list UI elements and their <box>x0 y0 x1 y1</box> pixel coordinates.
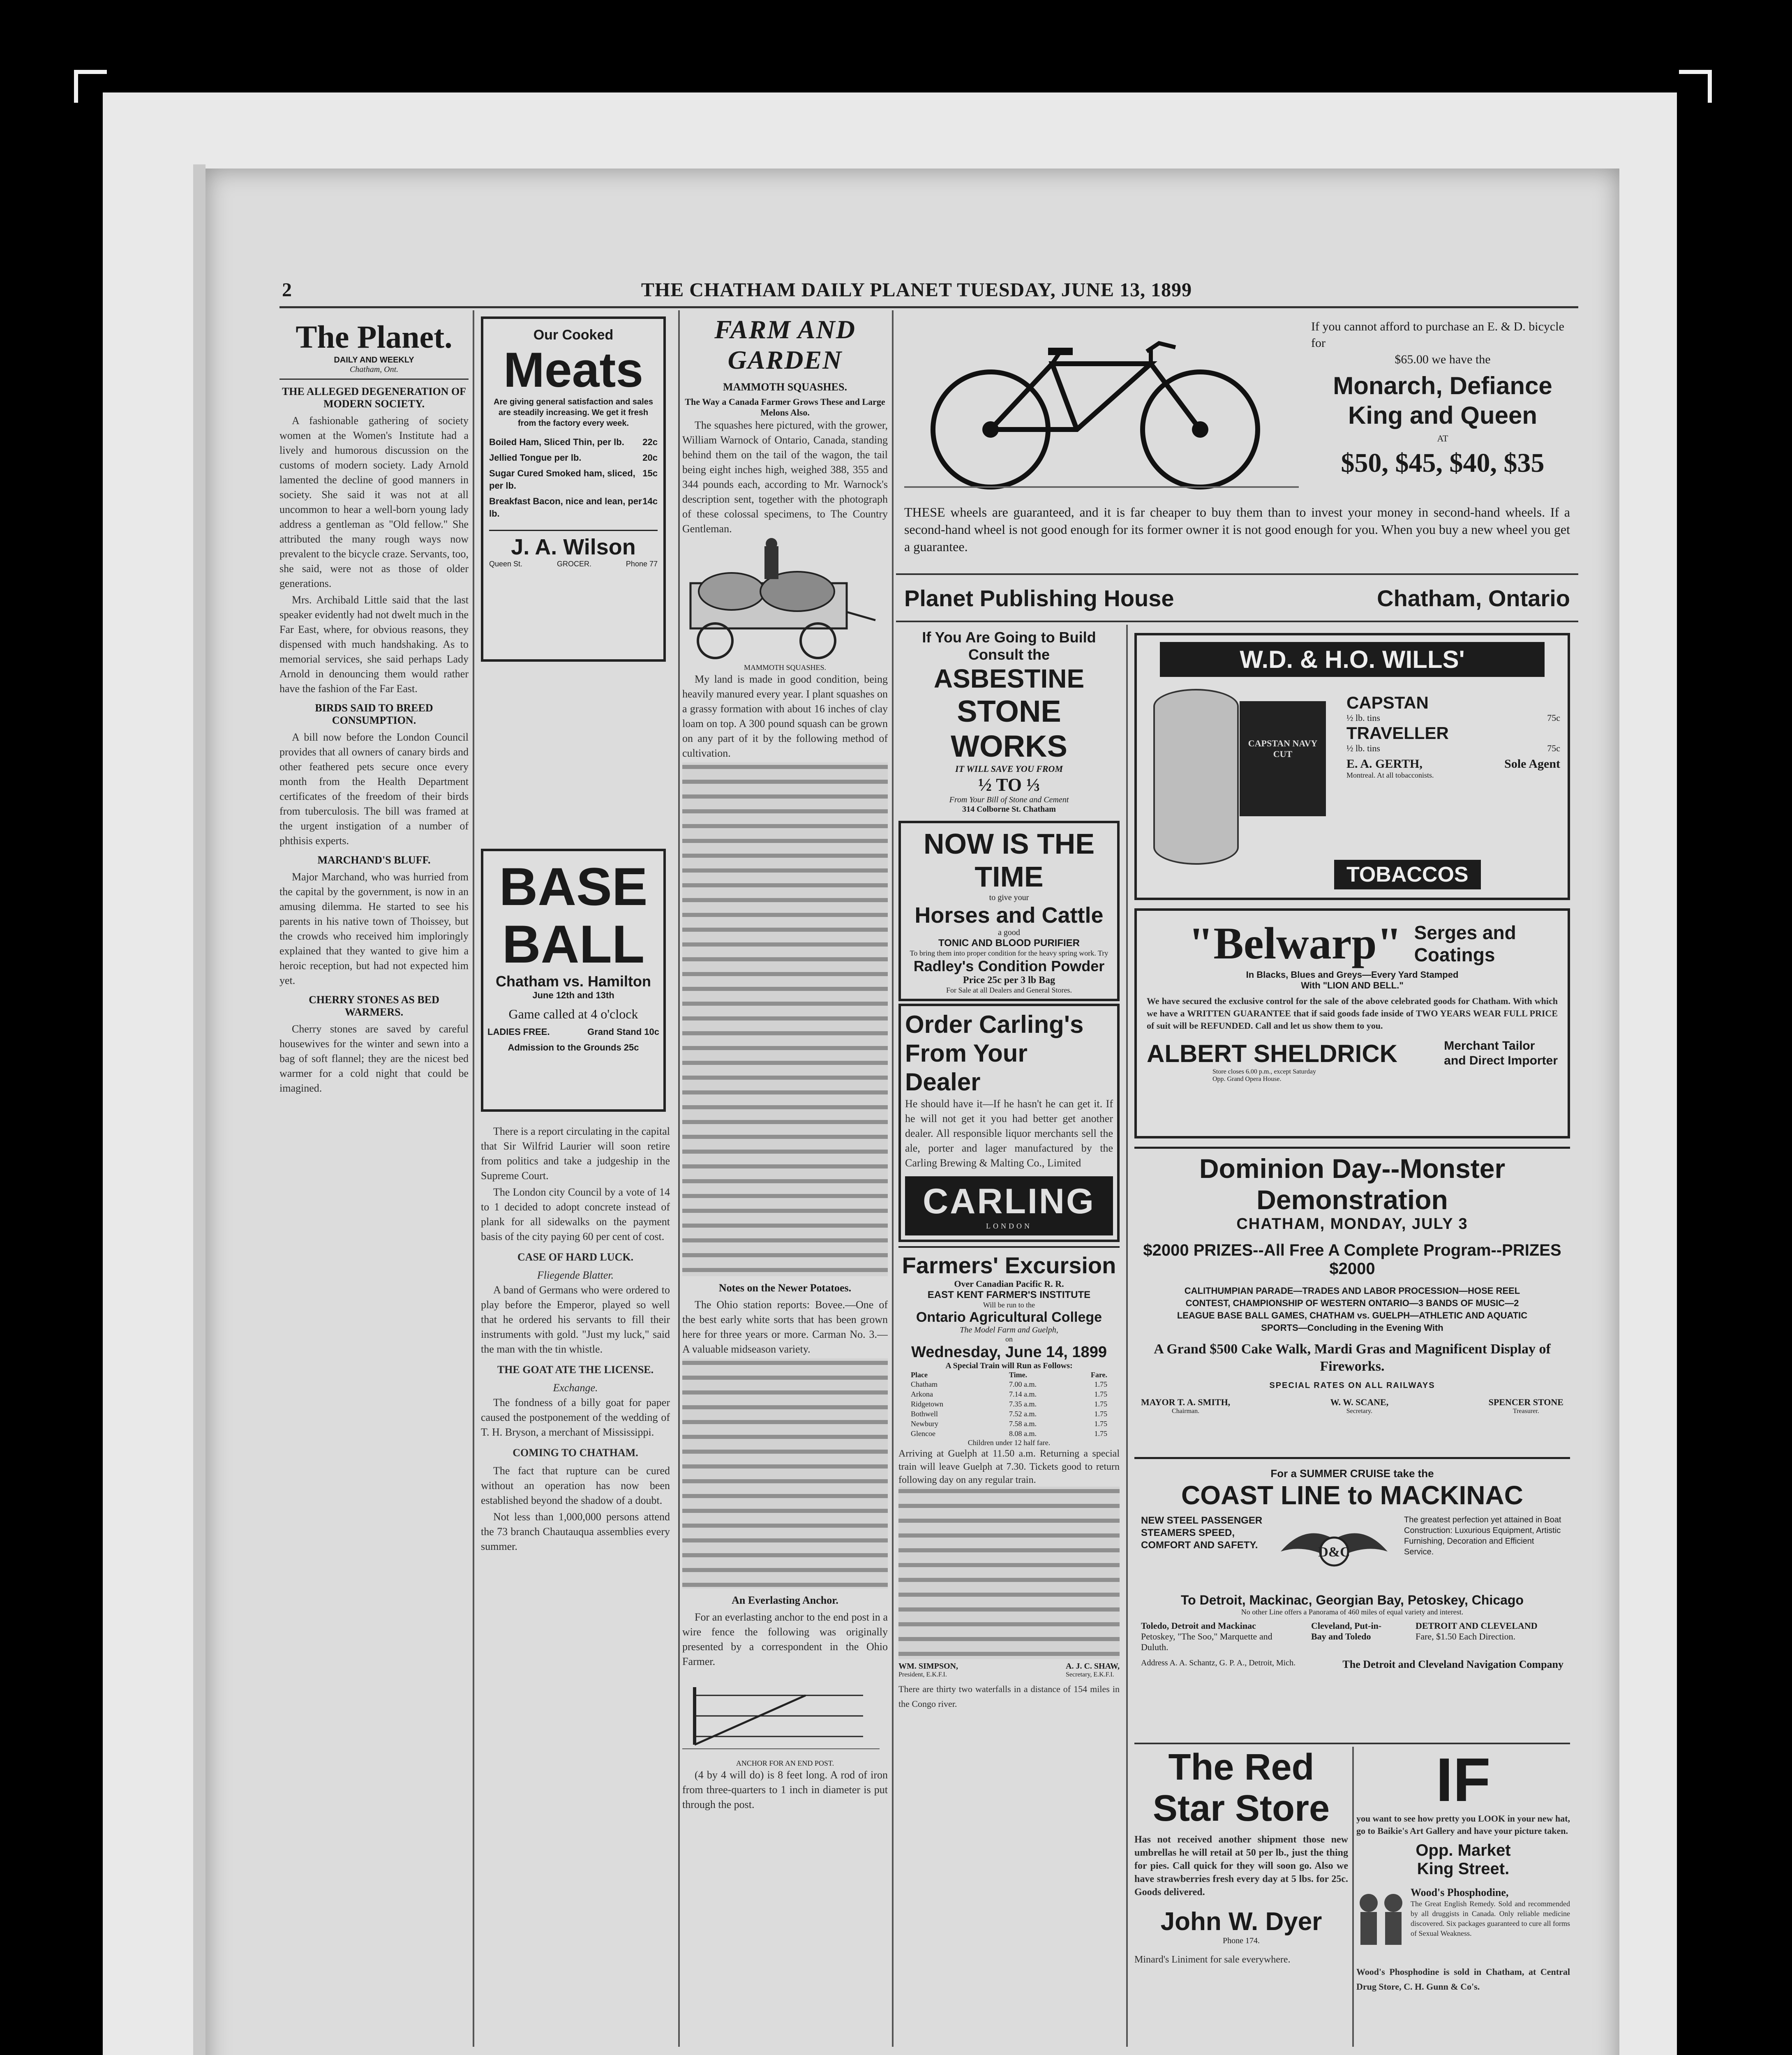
bicycle-prices: $50, $45, $40, $35 <box>1341 448 1545 478</box>
belwarp-side-1: Serges and <box>1414 921 1516 943</box>
row-time: 7.52 a.m. <box>1009 1410 1037 1418</box>
carling-ad <box>898 1004 1120 1242</box>
publisher-name: Planet Publishing House <box>904 585 1174 611</box>
headline-potatoes: Notes on the Newer Potatoes. <box>718 1282 852 1294</box>
column-3 <box>682 310 888 2047</box>
tonic-note: To bring them into proper condition for the heavy spring work. Try <box>910 949 1108 957</box>
headline-goat: THE GOAT ATE THE LICENSE. <box>497 1364 654 1376</box>
paragraph: Mrs. Archibald Little said that the last speaker evidently had not dwelt much in the Far East, where, for obvious reasons, they dispensed with much handshaking. As to memorial services, she said perhaps Lady Arnold in denouncing them would rather have the fashion of the Far East. <box>279 594 469 695</box>
sig-2-name: A. J. C. SHAW, <box>1066 1662 1120 1671</box>
redstar-h1: The Red <box>1168 1747 1314 1788</box>
column-2 <box>477 310 674 2047</box>
meats-tagline: Are giving general satisfaction and sales are steadily increasing. We get it fresh from the factory every week. <box>494 397 653 428</box>
excursion-table-head <box>898 1371 1120 1379</box>
meats-footer <box>489 560 658 568</box>
baseball-ladies: LADIES FREE. <box>487 1027 550 1037</box>
article-potatoes <box>682 1298 888 1357</box>
minards-note: Minard's Liniment for sale everywhere. <box>1134 1954 1291 1965</box>
red-star-ad <box>1134 1747 1348 2047</box>
wills-p2-line <box>1346 743 1560 754</box>
baseball-stand: Grand Stand 10c <box>587 1027 659 1037</box>
corner-bracket-top-left <box>74 70 107 103</box>
sig-1-title: President, E.K.F.I. <box>898 1671 947 1678</box>
mackinac-routes <box>1141 1621 1563 1653</box>
nameplate-sub: DAILY AND WEEKLY <box>334 356 414 365</box>
paragraph: A band of Germans who were ordered to play before the Emperor, played so well that he ordered his servants to fill their instruments with gold. "Just my luck," said the man with the tin whistle. <box>481 1284 670 1355</box>
route-1 <box>1141 1621 1289 1653</box>
dominion-day-ad <box>1134 1147 1570 1459</box>
mackinac-middle <box>1141 1515 1563 1589</box>
wills-foot: TOBACCOS <box>1346 863 1469 887</box>
if-head: IF <box>1436 1747 1491 1814</box>
carling-h2: From Your <box>905 1039 1028 1067</box>
meats-ad <box>481 316 666 662</box>
excursion-will: Will be run to the <box>983 1301 1035 1309</box>
meat-item <box>489 495 658 520</box>
baseball-dates: June 12th and 13th <box>532 990 614 1000</box>
excursion-row <box>911 1409 1107 1419</box>
excursion-body: Arriving at Guelph at 11.50 a.m. Returning a special train will leave Guelph at 7.30. Tickets good to return following day on any regular train. <box>898 1448 1120 1485</box>
row-fare: 1.75 <box>1094 1410 1107 1418</box>
belwarp-body: We have secured the exclusive control for the sale of the above celebrated goods for Chatham. With which we have a WRITTEN GUARANTEE that if said goods fade inside of TWO YEARS WEAR FULL PRICE of suit will be REFUNDED. Call and let us show them to you. <box>1147 996 1558 1031</box>
byline: Fliegende Blatter. <box>537 1269 614 1281</box>
carling-body: He should have it—If he hasn't he can get it. If he will not get it you had better get another dealer. All responsible liquor merchants sell the ale, porter and lager manufactured by the Carling Brewing & Malting Co., Limited <box>905 1098 1113 1169</box>
squash-caption: MAMMOTH SQUASHES. <box>744 663 827 672</box>
section-rule <box>1134 1743 1570 1744</box>
wills-city: Montreal. At all tobacconists. <box>1346 771 1434 779</box>
meat-item-name: Sugar Cured Smoked ham, sliced, per lb. <box>489 468 635 491</box>
route-1-head: Toledo, Detroit and Mackinac <box>1141 1621 1256 1631</box>
headline-hard-luck: CASE OF HARD LUCK. <box>517 1251 634 1263</box>
belwarp-titles <box>1444 1039 1558 1068</box>
col-fare: Fare. <box>1090 1371 1107 1379</box>
asbestine-from: From Your Bill of Stone and Cement <box>949 795 1069 804</box>
row-place: Newbury <box>911 1420 938 1428</box>
paragraph: The fact that rupture can be cured without an operation has now been established beyond the shadow of a doubt. <box>481 1465 670 1506</box>
wills-brand-bar <box>1160 642 1545 677</box>
bicycle-offer-line1: If you cannot afford to purchase an E. & D. bicycle for <box>1311 320 1564 350</box>
tonic-good: a good <box>998 928 1020 937</box>
meat-item <box>489 436 658 448</box>
route-3-head: DETROIT AND CLEVELAND <box>1416 1621 1538 1631</box>
mackinac-to: To Detroit, Mackinac, Georgian Bay, Petoskey, Chicago <box>1181 1593 1524 1607</box>
excursion-head: Farmers' Excursion <box>902 1252 1116 1278</box>
baseball-line1: BASE <box>499 857 648 917</box>
officer-1-name: MAYOR T. A. SMITH, <box>1141 1397 1231 1407</box>
dominion-rates: SPECIAL RATES ON ALL RAILWAYS <box>1269 1381 1435 1390</box>
paragraph: There is a report circulating in the capital that Sir Wilfrid Laurier will soon retire from politics and take a judgeship in the Supreme Court. <box>481 1125 670 1182</box>
bicycle-offer-line2: $65.00 we have the <box>1395 353 1491 366</box>
mackinac-company: The Detroit and Cleveland Navigation Company <box>1342 1658 1563 1670</box>
carling-logo <box>905 1176 1113 1235</box>
asbestine-line1: If You Are Going to Build <box>922 629 1096 646</box>
paragraph: The London city Council by a vote of 14 to 1 decided to adopt concrete instead of plank for all sidewalks on the payment basis of the city paying 60 per cent of cost. <box>481 1186 670 1242</box>
excursion-over: Over Canadian Pacific R. R. <box>954 1279 1064 1289</box>
column-rule <box>473 310 474 2047</box>
bicycle-models-2: King and Queen <box>1348 402 1538 429</box>
dense-article-text <box>682 1358 888 1589</box>
page-number: 2 <box>282 279 292 301</box>
publisher-line <box>904 580 1570 616</box>
mackinac-footer <box>1141 1658 1563 1671</box>
article-marchand <box>279 870 469 988</box>
bicycle-ad <box>896 310 1578 573</box>
route-2: Cleveland, Put-in-Bay and Toledo <box>1311 1621 1382 1642</box>
excursion-special: A Special Train will Run as Follows: <box>945 1361 1073 1370</box>
route-3-body: Fare, $1.50 Each Direction. <box>1416 1631 1516 1642</box>
paragraph: Cherry stones are saved by careful housewives for the winter and sewn into a bag of soft flannel; they are the nicest bed warmer for a cold night that could be imagined. <box>279 1023 469 1094</box>
belwarp-opp: Opp. Grand Opera House. <box>1212 1076 1282 1083</box>
col-place: Place <box>911 1371 928 1379</box>
belwarp-colors: In Blacks, Blues and Greys—Every Yard Stamped <box>1246 970 1459 980</box>
article-birds <box>279 730 469 848</box>
meat-item-price: 22c <box>642 437 658 447</box>
meats-big: Meats <box>503 342 644 397</box>
tonic-ad <box>898 821 1120 1001</box>
wills-p1: CAPSTAN <box>1346 693 1429 712</box>
tonic-kind: TONIC AND BLOOD PURIFIER <box>938 937 1080 949</box>
tonic-brand: Radley's Condition Powder <box>913 958 1105 974</box>
asbestine-address: 314 Colborne St. Chatham <box>962 805 1056 814</box>
excursion-row <box>911 1379 1107 1389</box>
tonic-price: Price 25c per 3 lb Bag <box>963 975 1055 986</box>
wills-p2: TRAVELLER <box>1346 723 1449 743</box>
route-3 <box>1416 1621 1563 1653</box>
mackinac-right: The greatest perfection yet attained in Boat Construction: Luxurious Equipment, Artistic Furnishing, Decoration and Efficient Service. <box>1404 1515 1561 1556</box>
mackinac-head: COAST LINE to MACKINAC <box>1181 1480 1523 1510</box>
farm-garden-banner: FARM AND GARDEN <box>714 315 856 374</box>
phosphodine-ad <box>1356 1886 1570 1960</box>
meats-address: Queen St. <box>489 560 523 568</box>
belwarp-stamp: With "LION AND BELL." <box>1301 980 1404 991</box>
if-ad <box>1356 1747 1570 2047</box>
asbestine-line2: Consult the <box>968 646 1050 663</box>
officer-2-name: W. W. SCANE, <box>1330 1397 1389 1407</box>
masthead <box>206 275 1619 304</box>
dominion-program: CALITHUMPIAN PARADE—TRADES AND LABOR PROCESSION—HOSE REEL CONTEST, CHAMPIONSHIP OF WESTERN ONTARIO—3 BANDS OF MUSIC—2 LEAGUE BASE BALL GAMES, CHATHAM vs. GUELPH—ATHLETIC AND AQUATIC SPORTS—Concluding in the Evening With <box>1177 1286 1528 1333</box>
excursion-inst: EAST KENT FARMER'S INSTITUTE <box>927 1289 1091 1300</box>
headline-birds: BIRDS SAID TO BREED CONSUMPTION. <box>315 702 433 726</box>
redstar-name: John W. Dyer <box>1160 1907 1322 1936</box>
subhead-mammoth: The Way a Canada Farmer Grows These and Large Melons Also. <box>685 397 885 418</box>
sig-2 <box>1066 1662 1120 1679</box>
excursion-row <box>911 1419 1107 1429</box>
column-rule <box>1352 1747 1354 2047</box>
phosphodine-body: The Great English Remedy. Sold and recommended by all druggists in Canada. Only reliable medicine discovered. Six packages guaranteed to cure all forms of Sexual Weakness. <box>1411 1900 1570 1937</box>
meats-list <box>489 436 658 520</box>
meat-item <box>489 452 658 464</box>
officer-1 <box>1141 1397 1230 1415</box>
paragraph: My land is made in good condition, being heavily manured every year. I plant squashes on a grassy formation with about 16 inches of clay loam on top. A 300 pound squash can be grown on any part of it by the following method of cultivation. <box>682 673 888 759</box>
meat-item-name: Breakfast Bacon, nice and lean, per lb. <box>489 496 642 519</box>
paragraph: A fashionable gathering of society women at the Women's Institute had a lively and humorous discussion on the customs of modern society. Lady Arnold lamented the decline of good manners in society. She said it was not at all uncommon to hear a well-born young lady address a gentleman as "Old fellow." She attributed the many rough ways now prevalent to the bicycle craze. Servants, too, she said, were not as those of older generations. <box>279 415 469 589</box>
excursion-row <box>911 1399 1107 1409</box>
excursion-ad <box>898 1246 1120 1711</box>
asbestine-ad <box>896 625 1122 818</box>
wills-p1-desc: ½ lb. tins <box>1346 713 1380 723</box>
belwarp-name: "Belwarp" <box>1188 918 1402 968</box>
row-place: Chatham <box>911 1380 938 1388</box>
carling-h1: Order Carling's <box>905 1011 1084 1038</box>
dense-article-text <box>682 762 888 1276</box>
dominion-head: Dominion Day--Monster Demonstration <box>1199 1153 1506 1215</box>
redstar-body: Has not received another shipment those new umbrellas he will retail at 50 per lb., just the thing for pies. Call quick for they will soon go. Also we have strawberries fresh every day at 5 lbs. for 25c. Goods delivered. <box>1134 1834 1348 1898</box>
officer-3 <box>1489 1397 1563 1415</box>
belwarp-hours: Store closes 6.00 p.m., except Saturday <box>1212 1068 1316 1075</box>
paragraph: The squashes here pictured, with the grower, William Warnock of Ontario, Canada, standing behind them on the tail of the wagon, the tail being eight inches high, weighed 388, 355 and 344 pounds each, according to Mr. Warnock's description sent, together with the photograph of these colossal specimens, to The Country Gentleman. <box>682 419 888 535</box>
belwarp-head <box>1147 917 1558 970</box>
baseball-teams: Chatham vs. Hamilton <box>495 973 651 990</box>
corner-bracket-top-right <box>1679 70 1712 103</box>
headline-anchor: An Everlasting Anchor. <box>732 1594 838 1606</box>
row-fare: 1.75 <box>1094 1429 1107 1438</box>
sig-1-name: WM. SIMPSON, <box>898 1662 958 1671</box>
meat-item-price: 14c <box>642 496 658 506</box>
wills-agent: E. A. GERTH, <box>1346 757 1423 771</box>
belwarp-title-2: and Direct Importer <box>1444 1054 1558 1067</box>
column-4 <box>896 625 1122 2047</box>
article-cherry-stones <box>279 1022 469 1096</box>
byline: Exchange. <box>553 1382 598 1394</box>
phosphodine-head: Wood's Phosphodine, <box>1411 1886 1509 1898</box>
headline-degeneration: THE ALLEGED DEGENERATION OF MODERN SOCIETY. <box>282 386 466 410</box>
section-rule <box>896 573 1578 575</box>
mackinac-no-other: No other Line offers a Panorama of 460 miles of equal variety and interest. <box>1241 1608 1464 1616</box>
column-2-news <box>481 1124 670 1556</box>
wills-foot-bar <box>1334 860 1481 889</box>
row-time: 7.14 a.m. <box>1009 1390 1037 1398</box>
route-1-body: Petoskey, "The Soo," Marquette and Duluth. <box>1141 1631 1272 1652</box>
wills-p1-line <box>1346 713 1560 723</box>
wills-ad <box>1134 633 1570 900</box>
belwarp-merchant-line <box>1147 1039 1558 1068</box>
if-body: you want to see how pretty you LOOK in your new hat, go to Baikie's Art Gallery and have your picture taken. <box>1356 1813 1570 1836</box>
paragraph: A bill now before the London Council provides that all owners of canary birds and other feathered pets secure once every month from the Health Department certificates of the freedom of their birds from tuberculosis. The bill was framed at the urgent instigation of a number of phthisis experts. <box>279 731 469 847</box>
phosphodine-foot: Wood's Phosphodine is sold in Chatham, at Central Drug Store, C. H. Gunn & Co's. <box>1356 1967 1570 1992</box>
capstan-tin-label: CAPSTAN NAVY CUT <box>1248 738 1318 759</box>
paragraph: Not less than 1,000,000 persons attend the 73 branch Chautauqua assemblies every summer. <box>481 1511 670 1552</box>
asbestine-name: ASBESTINE <box>933 664 1085 693</box>
redstar-phone: Phone 174. <box>1223 1936 1260 1945</box>
col-time: Time. <box>1009 1371 1028 1379</box>
bicycle-models: Monarch, Defiance <box>1333 372 1552 399</box>
wills-p1-price: 75c <box>1547 713 1560 723</box>
newspaper-title: THE CHATHAM DAILY PLANET TUESDAY, JUNE 13, 1899 <box>641 279 1192 301</box>
mackinac-ad <box>1134 1463 1570 1743</box>
article-anchor <box>682 1610 888 1669</box>
row-place: Glencoe <box>911 1429 935 1438</box>
row-time: 7.58 a.m. <box>1009 1420 1037 1428</box>
belwarp-side-2: Coatings <box>1414 944 1495 965</box>
article-anchor-cont <box>682 1768 888 1812</box>
belwarp-merchant: ALBERT SHELDRICK <box>1147 1039 1397 1067</box>
portrait-icons <box>1356 1886 1406 1960</box>
article-mammoth-cont <box>682 672 888 761</box>
row-place: Arkona <box>911 1390 933 1398</box>
anchor-diagram <box>682 1671 880 1757</box>
dominion-where: CHATHAM, MONDAY, JULY 3 <box>1236 1215 1468 1233</box>
tonic-sale: For Sale at all Dealers and General Stores. <box>946 986 1072 994</box>
asbestine-save: IT WILL SAVE YOU FROM <box>955 764 1063 774</box>
paragraph: For an everlasting anchor to the end post in a wire fence the following was originally presented by a correspondent in the Ohio Farmer. <box>682 1611 888 1667</box>
sig-2-title: Secretary, E.K.F.I. <box>1066 1671 1114 1678</box>
meat-item <box>489 467 658 492</box>
tonic-give: to give your <box>989 893 1029 902</box>
row-place: Ridgetown <box>911 1400 943 1408</box>
column-rule <box>678 310 680 2047</box>
officer-3-name: SPENCER STONE <box>1488 1397 1563 1407</box>
if-street: King Street. <box>1417 1860 1510 1878</box>
nameplate: The Planet. <box>296 319 453 355</box>
tonic-animals: Horses and Cattle <box>914 903 1104 928</box>
masthead-rule <box>279 306 1578 308</box>
wills-agent-line <box>1346 757 1560 771</box>
dominion-officers <box>1141 1397 1563 1415</box>
asbestine-stoneworks: STONE WORKS <box>951 694 1067 763</box>
phosphodine-text <box>1411 1886 1570 1960</box>
belwarp-side <box>1414 921 1516 966</box>
headline-cherry-stones: CHERRY STONES AS BED WARMERS. <box>309 994 439 1018</box>
belwarp-title-1: Merchant Tailor <box>1444 1039 1535 1053</box>
meats-seller: J. A. Wilson <box>489 530 658 560</box>
svg-text:D&C: D&C <box>1318 1545 1350 1560</box>
excursion-table <box>898 1379 1120 1438</box>
excursion-date: Wednesday, June 14, 1899 <box>911 1344 1107 1361</box>
wills-agent-title: Sole Agent <box>1504 757 1560 771</box>
column-1 <box>279 310 469 2047</box>
meat-item-name: Jellied Tongue per lb. <box>489 453 582 463</box>
congo-note: There are thirty two waterfalls in a distance of 154 miles in the Congo river. <box>898 1684 1120 1709</box>
nameplate-city: Chatham, Ont. <box>279 365 469 380</box>
excursion-signatures <box>898 1662 1120 1679</box>
wills-prices <box>1346 693 1560 780</box>
officer-1-title: Chairman. <box>1172 1408 1200 1415</box>
paragraph: Major Marchand, who was hurried from the capital by the government, is now in an amusing dilemma. He started to see his parents in his native town of Thoissey, but the crowds who received him imploringly explained that they wanted to give him a heroic reception, but had not expected him yet. <box>279 871 469 986</box>
excursion-children: Children under 12 half fare. <box>968 1438 1051 1447</box>
carling-logo-text: CARLING <box>923 1182 1095 1221</box>
bicycle-at: AT <box>1437 433 1448 443</box>
sig-1 <box>898 1662 958 1679</box>
excursion-row <box>911 1389 1107 1399</box>
article-degeneration <box>279 413 469 696</box>
baseball-prices <box>487 1027 659 1037</box>
paragraph: The fondness of a billy goat for paper caused the postponement of the wedding of T. H. Bryson, a merchant of Mississippi. <box>481 1397 670 1438</box>
meats-phone: Phone 77 <box>626 560 658 568</box>
dominion-prizes: $2000 PRIZES--All Free A Complete Program--PRIZES $2000 <box>1143 1241 1561 1278</box>
baseball-time: Game called at 4 o'clock <box>508 1007 638 1021</box>
asbestine-fraction: ½ TO ⅓ <box>978 775 1040 795</box>
meats-top: Our Cooked <box>533 327 614 343</box>
wills-p2-price: 75c <box>1547 743 1560 753</box>
baseball-ad <box>481 849 666 1112</box>
meat-item-price: 20c <box>642 453 658 463</box>
bicycle-guarantee: THESE wheels are guaranteed, and it is far cheaper to buy them than to invest your money in second-hand wheels. If a second-hand wheel is not good enough for its former owner it is not good enough for you. When you buy a new wheel you get a guarantee. <box>904 505 1570 554</box>
mackinac-top: For a SUMMER CRUISE take the <box>1270 1467 1434 1480</box>
baseball-line2: BALL <box>502 914 645 974</box>
newspaper-page <box>206 169 1619 2055</box>
dense-article-text <box>898 1487 1120 1659</box>
capstan-tin <box>1240 701 1326 816</box>
row-fare: 1.75 <box>1094 1390 1107 1398</box>
excursion-on: on <box>1005 1335 1013 1343</box>
redstar-h2: Star Store <box>1152 1788 1330 1829</box>
headline-marchand: MARCHAND'S BLUFF. <box>317 854 431 866</box>
excursion-row <box>911 1429 1107 1438</box>
row-time: 8.08 a.m. <box>1009 1429 1037 1438</box>
tobacco-wreath <box>1153 689 1239 865</box>
excursion-model: The Model Farm and Guelph, <box>960 1325 1058 1335</box>
row-fare: 1.75 <box>1094 1420 1107 1428</box>
publisher-city: Chatham, Ontario <box>1377 585 1570 611</box>
mackinac-left: NEW STEEL PASSENGER STEAMERS SPEED, COMFORT AND SAFETY. <box>1141 1515 1263 1551</box>
sheet-edge <box>193 164 206 2055</box>
paragraph: The Ohio station reports: Bovee.—One of the best early white sorts that has been grown here for three years or more. Carman No. 3.—A valuable midseason variety. <box>682 1299 888 1355</box>
carling-logo-sub: LONDON <box>986 1222 1032 1230</box>
baseball-admission: Admission to the Grounds 25c <box>508 1042 639 1053</box>
column-rule <box>892 310 894 2047</box>
wills-brand: W.D. & H.O. WILLS' <box>1240 646 1465 673</box>
row-place: Bothwell <box>911 1410 938 1418</box>
column-rule <box>1126 625 1128 2047</box>
steamer-emblem-icon <box>1272 1515 1396 1589</box>
meats-trade: GROCER. <box>557 560 591 568</box>
officer-2 <box>1330 1397 1389 1415</box>
bicycle-offer <box>1311 319 1574 480</box>
if-opp: Opp. Market <box>1416 1841 1511 1859</box>
bicycle-illustration <box>904 319 1299 491</box>
headline-mammoth: MAMMOTH SQUASHES. <box>723 381 847 393</box>
mackinac-address: Address A. A. Schantz, G. P. A., Detroit, Mich. <box>1141 1658 1296 1667</box>
row-time: 7.35 a.m. <box>1009 1400 1037 1408</box>
row-time: 7.00 a.m. <box>1009 1380 1037 1388</box>
officer-3-title: Treasurer. <box>1513 1408 1539 1415</box>
officer-2-title: Secretary. <box>1346 1408 1373 1415</box>
excursion-college: Ontario Agricultural College <box>916 1309 1102 1325</box>
row-fare: 1.75 <box>1094 1380 1107 1388</box>
wills-p2-desc: ½ lb. tins <box>1346 743 1380 753</box>
section-rule <box>896 621 1578 622</box>
row-fare: 1.75 <box>1094 1400 1107 1408</box>
carling-h3: Dealer <box>905 1068 981 1096</box>
article-mammoth <box>682 418 888 536</box>
squash-wagon-illustration <box>682 538 880 661</box>
anchor-caption: ANCHOR FOR AN END POST. <box>736 1759 834 1767</box>
paragraph: (4 by 4 will do) is 8 feet long. A rod of iron from three-quarters to 1 inch in diameter is put through the post. <box>682 1769 888 1810</box>
tonic-head: NOW IS THE TIME <box>923 828 1095 893</box>
belwarp-ad <box>1134 908 1570 1138</box>
dominion-cake: A Grand $500 Cake Walk, Mardi Gras and Magnificent Display of Fireworks. <box>1154 1342 1551 1374</box>
meat-item-name: Boiled Ham, Sliced Thin, per lb. <box>489 437 624 447</box>
meat-item-price: 15c <box>642 468 658 478</box>
headline-coming-to-chatham: COMING TO CHATHAM. <box>513 1447 638 1459</box>
